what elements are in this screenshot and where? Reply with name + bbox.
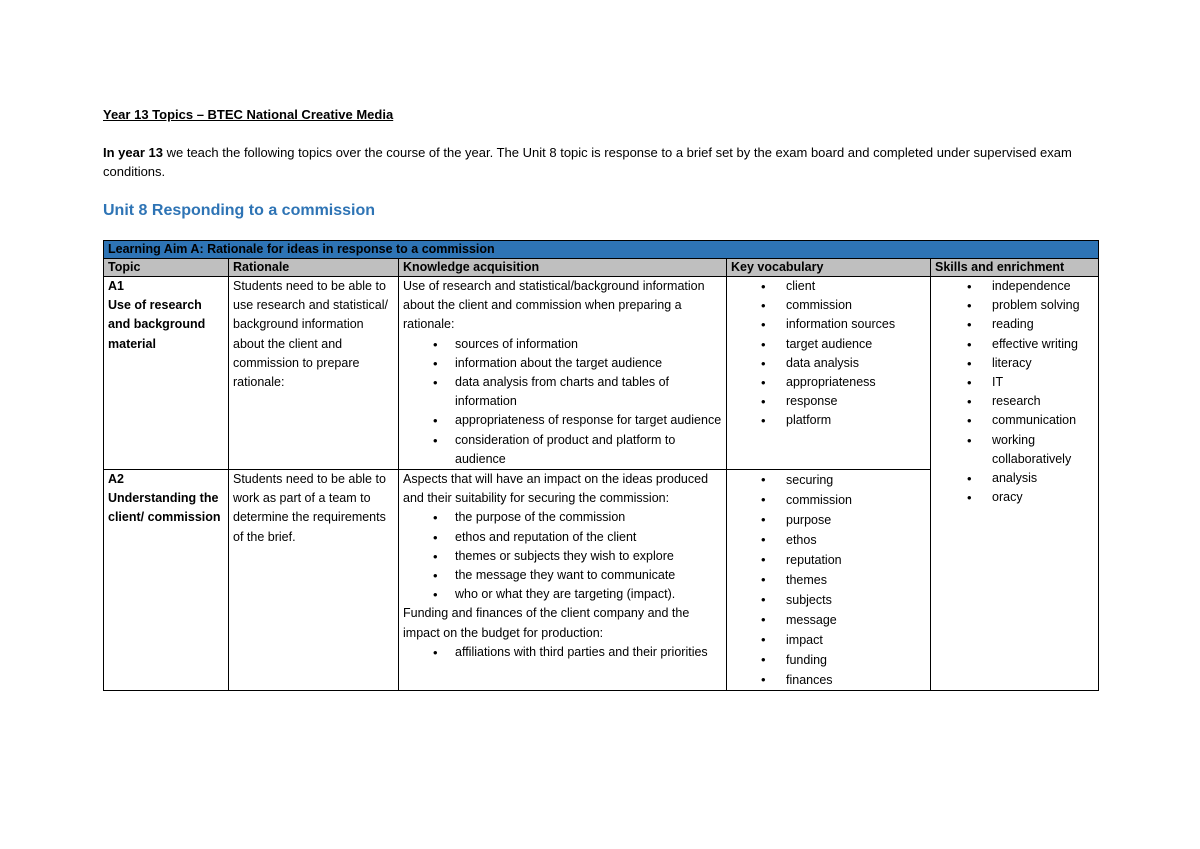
list-item: • appropriateness — [757, 373, 926, 392]
knowledge-cell — [399, 277, 727, 470]
header-skills: Skills and enrichment — [931, 259, 1099, 277]
knowledge-list-2 — [403, 643, 722, 662]
list-item: • appropriateness of response for target audience — [403, 411, 722, 430]
list-item: • effective writing — [963, 335, 1094, 354]
topics-table — [103, 240, 1099, 691]
header-topic: Topic — [104, 259, 229, 277]
intro-text: we teach the following topics over the course of the year. The Unit 8 topic is response to a brief set by the exam board and completed under supervised exam conditions. — [103, 145, 1072, 179]
list-item: • IT — [963, 373, 1094, 392]
topic-code: A2 — [108, 472, 124, 487]
list-item: • funding — [757, 650, 926, 670]
list-item: • the purpose of the commission — [403, 508, 722, 527]
table-row-a1 — [104, 277, 1099, 470]
list-item: • affiliations with third parties and their priorities — [403, 643, 722, 662]
document-title: Year 13 Topics – BTEC National Creative Media — [103, 107, 394, 122]
topic-name: Use of research and background material — [108, 298, 206, 351]
header-knowledge: Knowledge acquisition — [399, 259, 727, 277]
header-vocabulary: Key vocabulary — [727, 259, 931, 277]
list-item: • literacy — [963, 354, 1094, 373]
list-item: • data analysis — [757, 354, 926, 373]
topic-cell — [104, 470, 229, 691]
list-item: • independence — [963, 277, 1094, 296]
list-item: • client — [757, 277, 926, 296]
list-item: • reputation — [757, 550, 926, 570]
header-rationale: Rationale — [229, 259, 399, 277]
list-item: • analysis — [963, 469, 1094, 488]
list-item: • who or what they are targeting (impact). — [403, 585, 722, 604]
knowledge-intro: Aspects that will have an impact on the ideas produced and their suitability for securing the commission: — [403, 472, 709, 506]
list-item: • sources of information — [403, 335, 722, 354]
list-item: • impact — [757, 630, 926, 650]
list-item: • themes or subjects they wish to explore — [403, 547, 722, 566]
list-item: • reading — [963, 315, 1094, 334]
vocab-list — [731, 277, 926, 431]
skills-list — [935, 277, 1094, 507]
knowledge-list — [403, 508, 722, 604]
list-item: • purpose — [757, 510, 926, 530]
vocab-list — [731, 470, 926, 690]
list-item: • platform — [757, 411, 926, 430]
list-item: • ethos and reputation of the client — [403, 528, 722, 547]
list-item: • consideration of product and platform to audience — [403, 431, 722, 469]
list-item: • message — [757, 610, 926, 630]
list-item: • subjects — [757, 590, 926, 610]
vocab-cell — [727, 277, 931, 470]
learning-aim-title: Learning Aim A: Rationale for ideas in response to a commission — [104, 241, 1099, 259]
vocab-cell — [727, 470, 931, 691]
list-item: • working collaboratively — [963, 431, 1094, 469]
rationale-cell: Students need to be able to work as part of a team to determine the requirements of the brief. — [229, 470, 399, 691]
knowledge-list — [403, 335, 722, 469]
topic-cell — [104, 277, 229, 470]
list-item: • data analysis from charts and tables of information — [403, 373, 722, 411]
list-item: • research — [963, 392, 1094, 411]
list-item: • commission — [757, 490, 926, 510]
list-item: • ethos — [757, 530, 926, 550]
knowledge-cell — [399, 470, 727, 691]
rationale-cell: Students need to be able to use research and statistical/ background information about the client and commission to prepare rationale: — [229, 277, 399, 470]
learning-aim-row — [104, 241, 1099, 259]
unit-heading: Unit 8 Responding to a commission — [103, 202, 376, 219]
list-item: • communication — [963, 411, 1094, 430]
list-item: • commission — [757, 296, 926, 315]
list-item: • the message they want to communicate — [403, 566, 722, 585]
skills-cell — [931, 277, 1099, 691]
intro-paragraph — [103, 143, 1093, 181]
topic-code: A1 — [108, 279, 124, 293]
list-item: • oracy — [963, 488, 1094, 507]
list-item: • securing — [757, 470, 926, 490]
list-item: • problem solving — [963, 296, 1094, 315]
intro-lead: In year 13 — [103, 145, 163, 160]
knowledge-intro-2: Funding and finances of the client company and the impact on the budget for production: — [403, 606, 690, 640]
knowledge-intro: Use of research and statistical/background information about the client and commission when preparing a rationale: — [403, 279, 705, 332]
list-item: • information sources — [757, 315, 926, 334]
header-row — [104, 259, 1099, 277]
topic-name: Understanding the client/ commission — [108, 491, 221, 525]
list-item: • response — [757, 392, 926, 411]
list-item: • target audience — [757, 335, 926, 354]
list-item: • finances — [757, 670, 926, 690]
list-item: • themes — [757, 570, 926, 590]
list-item: • information about the target audience — [403, 354, 722, 373]
